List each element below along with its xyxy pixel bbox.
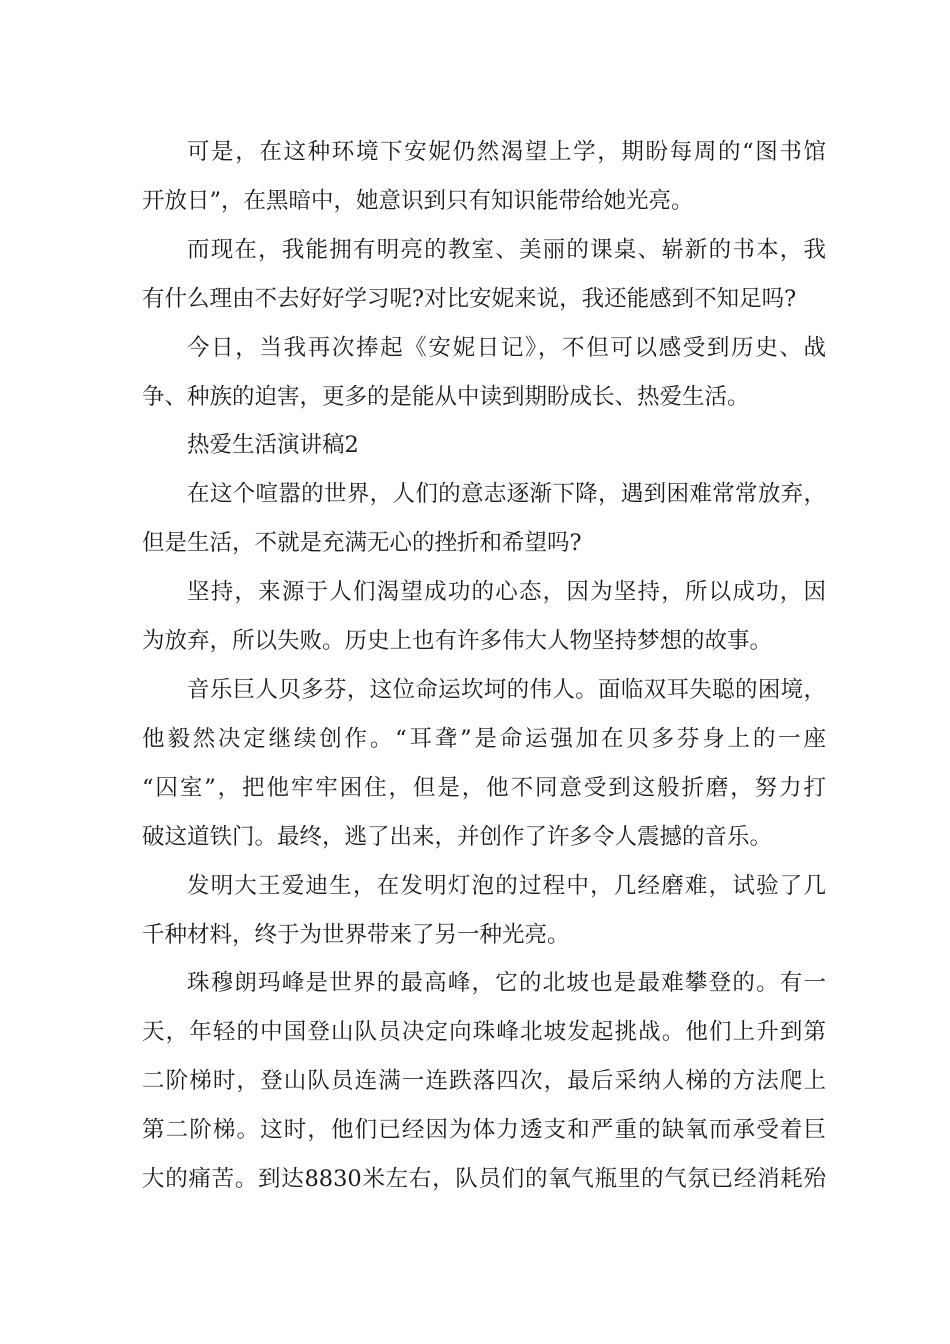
paragraph-line: 破这道铁门。最终，逃了出来，并创作了许多令人震撼的音乐。 xyxy=(142,823,773,850)
paragraph-2 xyxy=(142,226,826,324)
paragraph-line: 今日，当我再次捧起《安妮日记》，不但可以感受到历史、战 xyxy=(187,334,826,361)
paragraph-line: 大的痛苦。到达8830米左右，队员们的氧气瓶里的气氛已经消耗殆 xyxy=(142,1166,826,1193)
paragraph-line: 有什么理由不去好好学习呢?对比安妮来说，我还能感到不知足吗? xyxy=(142,285,797,312)
paragraph-1 xyxy=(142,128,826,226)
paragraph-4 xyxy=(142,470,826,568)
paragraph-line: 开放日”，在黑暗中，她意识到只有知识能带给她光亮。 xyxy=(142,187,694,214)
paragraph-line: 坚持，来源于人们渴望成功的心态，因为坚持，所以成功，因 xyxy=(187,579,826,606)
section-heading: 热爱生活演讲稿2 xyxy=(187,432,359,459)
document-body xyxy=(142,128,826,1204)
paragraph-7 xyxy=(142,862,826,960)
paragraph-line: 千种材料，终于为世界带来了另一种光亮。 xyxy=(142,921,570,948)
paragraph-3 xyxy=(142,324,826,422)
paragraph-line: 而现在，我能拥有明亮的教室、美丽的课桌、崭新的书本，我 xyxy=(187,236,826,263)
paragraph-line: 发明大王爱迪生，在发明灯泡的过程中，几经磨难，试验了几 xyxy=(187,872,826,899)
paragraph-6 xyxy=(142,666,826,862)
paragraph-line: 珠穆朗玛峰是世界的最高峰，它的北坡也是最难攀登的。有一 xyxy=(187,970,826,997)
paragraph-line: “囚室”，把他牢牢困住，但是，他不同意受到这般折磨，努力打 xyxy=(142,774,826,801)
paragraph-line: 在这个喧嚣的世界，人们的意志逐渐下降，遇到困难常常放弃， xyxy=(187,481,826,508)
paragraph-line: 可是，在这种环境下安妮仍然渴望上学，期盼每周的“图书馆 xyxy=(187,139,826,165)
paragraph-5 xyxy=(142,568,826,666)
paragraph-line: 他毅然决定继续创作。“耳聋”是命运强加在贝多芬身上的一座 xyxy=(142,725,826,752)
paragraph-line: 天，年轻的中国登山队员决定向珠峰北坡发起挑战。他们上升到第 xyxy=(142,1019,826,1046)
paragraph-line: 二阶梯时，登山队员连满一连跌落四次，最后采纳人梯的方法爬上 xyxy=(142,1068,826,1095)
paragraph-8 xyxy=(142,959,826,1204)
paragraph-line: 第二阶梯。这时，他们已经因为体力透支和严重的缺氧而承受着巨 xyxy=(142,1117,826,1144)
paragraph-line: 争、种族的迫害，更多的是能从中读到期盼成长、热爱生活。 xyxy=(142,383,750,410)
paragraph-line: 为放弃，所以失败。历史上也有许多伟大人物坚持梦想的故事。 xyxy=(142,628,773,655)
paragraph-line: 音乐巨人贝多芬，这位命运坎坷的伟人。面临双耳失聪的困境， xyxy=(187,676,826,703)
paragraph-line: 但是生活，不就是充满无心的挫折和希望吗? xyxy=(142,530,582,557)
